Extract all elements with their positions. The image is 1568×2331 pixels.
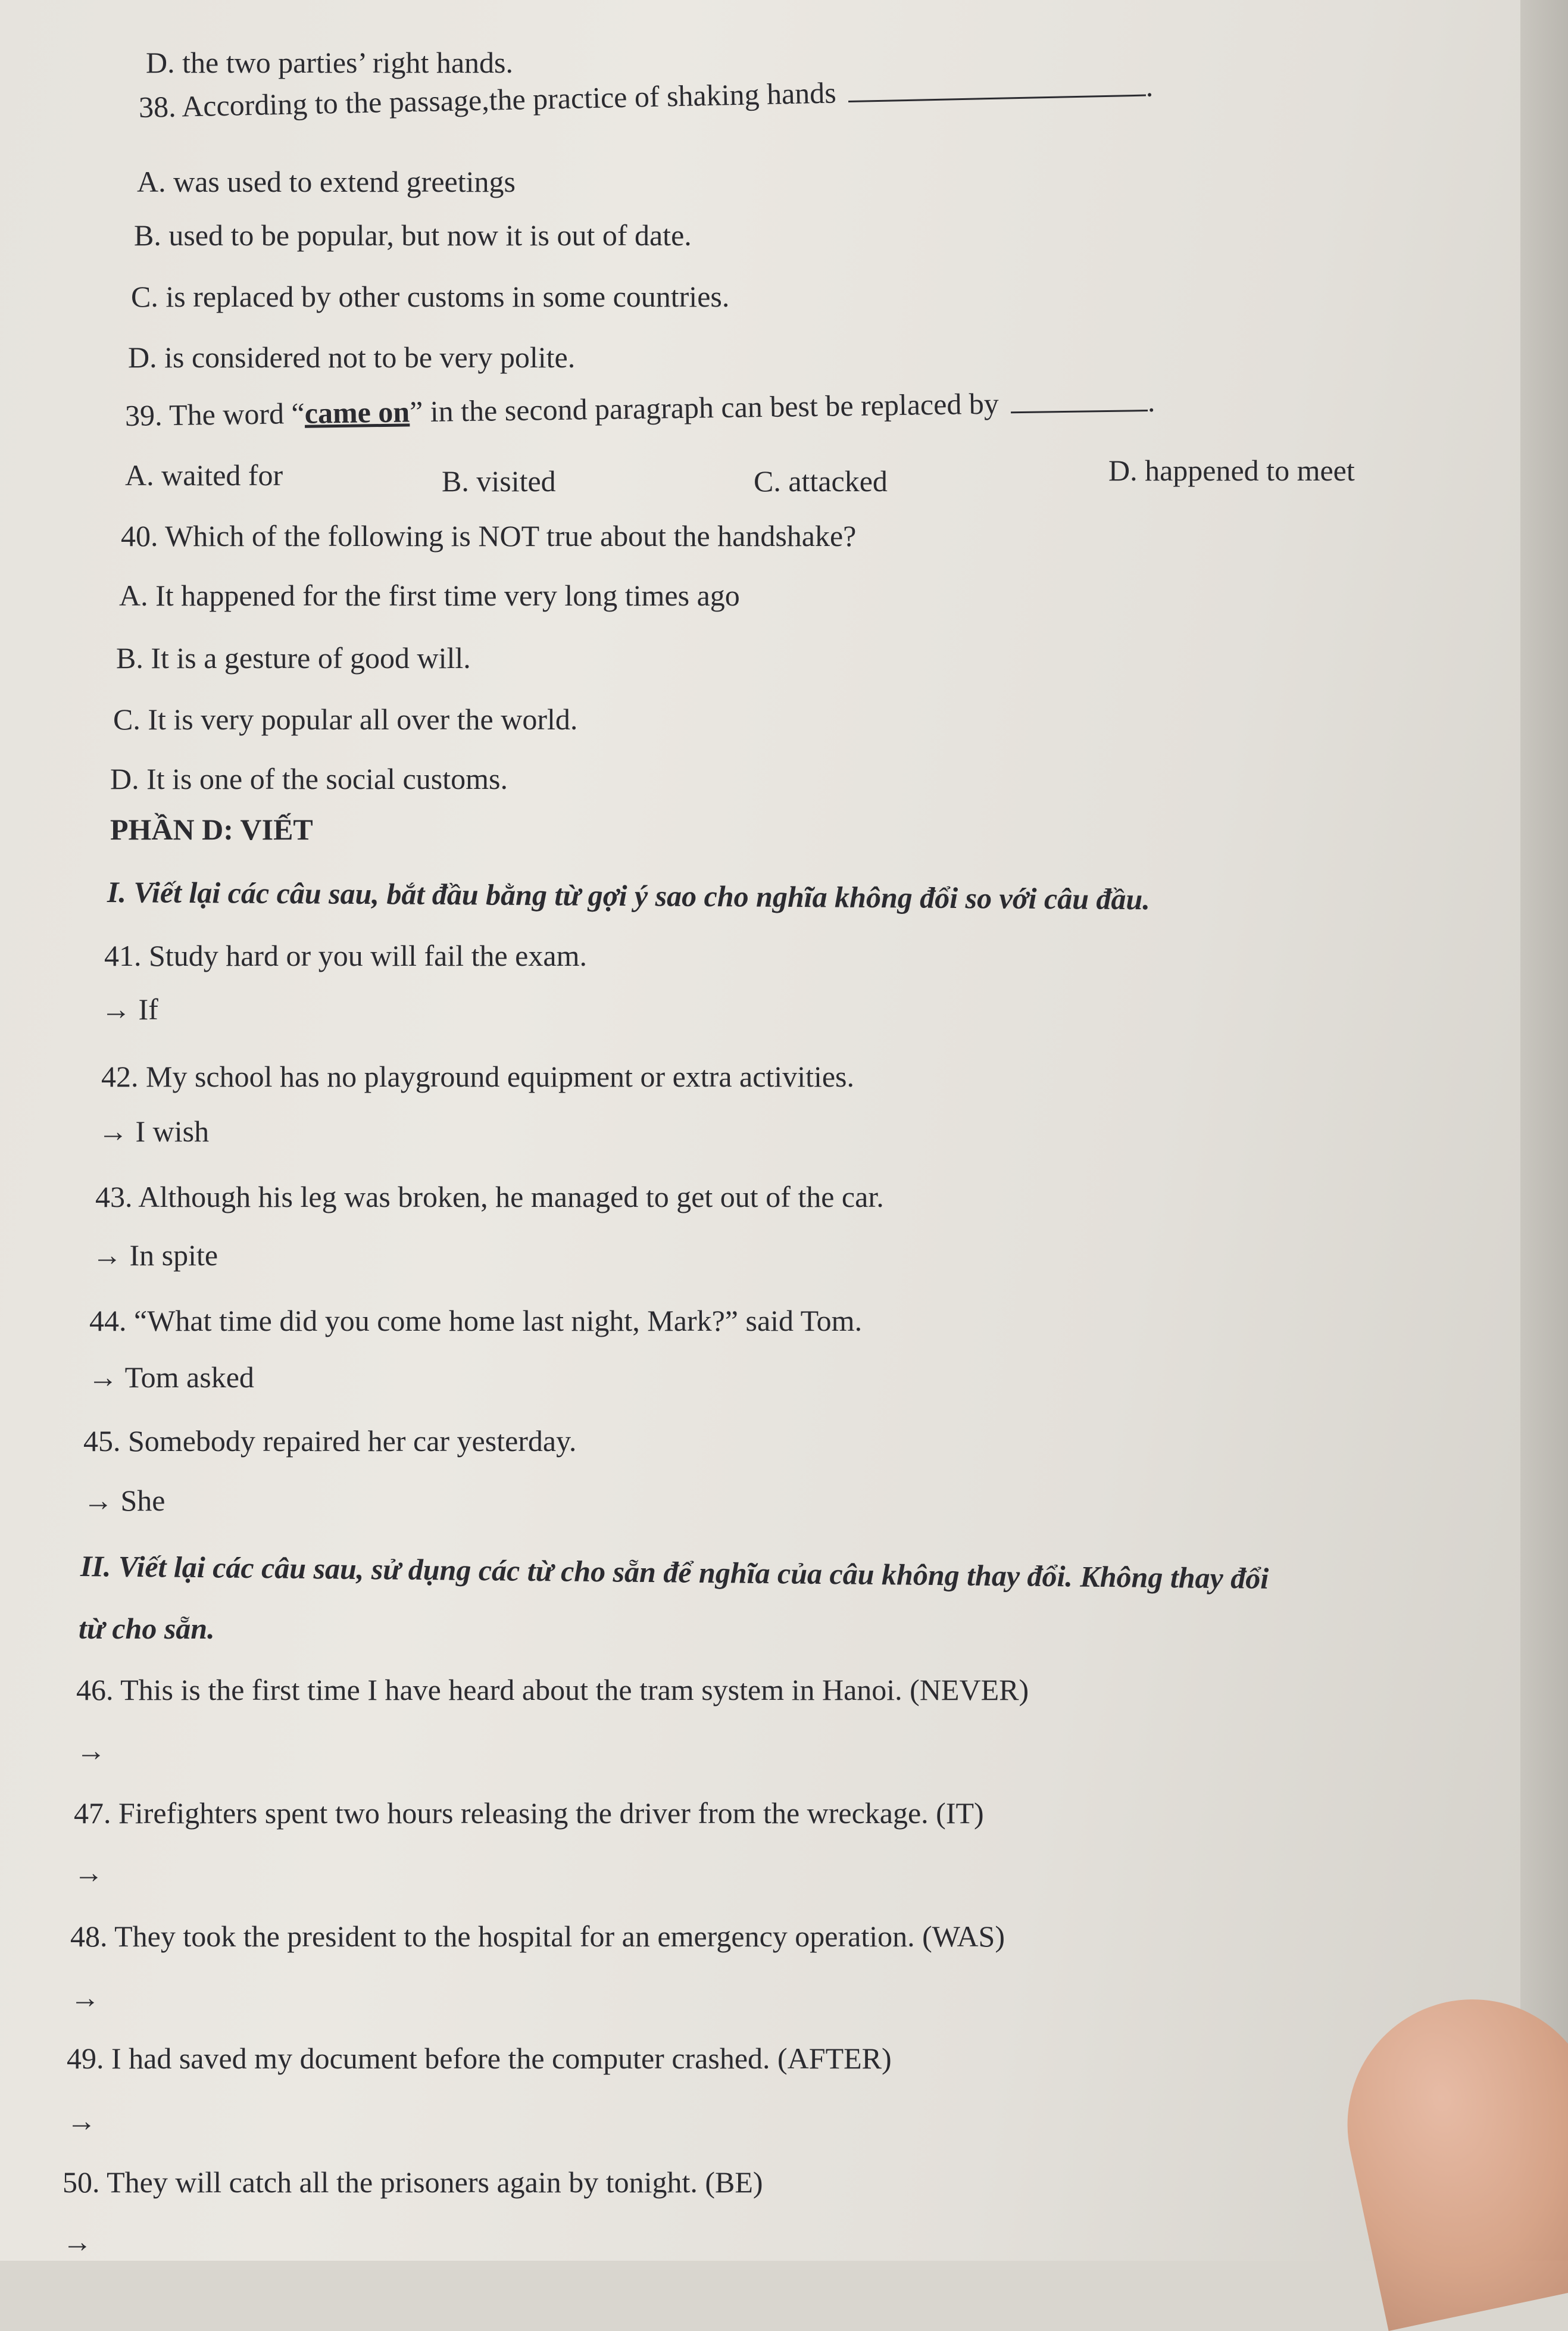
q39-option-a: A. waited for [125, 458, 283, 492]
q44-prompt[interactable]: → Tom asked [88, 1360, 254, 1394]
part2-instruction-line1: II. Viết lại các câu sau, sử dụng các từ cho sẵn để nghĩa của câu không thay đổi. Không thay đổi [80, 1549, 1269, 1595]
q40-option-b: B. It is a gesture of good will. [116, 641, 471, 675]
q42-question: 42. My school has no playground equipment or extra activities. [101, 1060, 855, 1093]
q38-option-d: D. is considered not to be very polite. [128, 341, 576, 374]
q50-prompt[interactable]: → [63, 2225, 92, 2258]
q43-prompt[interactable]: → In spite [92, 1238, 218, 1272]
section-d-title: PHẦN D: VIẾT [110, 813, 313, 846]
q49-question: 49. I had saved my document before the computer crashed. (AFTER) [67, 2042, 892, 2075]
q39-answer-blank[interactable] [1011, 410, 1148, 413]
q39-stem-after: ” in the second paragraph can best be replaced by [409, 386, 999, 429]
q41-prompt[interactable]: → If [101, 993, 158, 1026]
q38-answer-blank[interactable] [848, 95, 1146, 102]
q48-question: 48. They took the president to the hospital for an emergency operation. (WAS) [70, 1920, 1005, 1953]
q40-stem: 40. Which of the following is NOT true about the handshake? [121, 519, 857, 553]
q45-question: 45. Somebody repaired her car yesterday. [83, 1424, 577, 1458]
q41-question: 41. Study hard or you will fail the exam. [104, 939, 587, 972]
q39-keyword: came on [304, 395, 410, 430]
q40-option-d: D. It is one of the social customs. [110, 762, 508, 795]
q38-option-b: B. used to be popular, but now it is out of date. [134, 219, 692, 252]
q38-option-c: C. is replaced by other customs in some countries. [131, 280, 730, 313]
q40-option-a: A. It happened for the first time very long times ago [119, 579, 740, 612]
q47-question: 47. Firefighters spent two hours releasing the driver from the wreckage. (IT) [74, 1796, 984, 1830]
q46-question [76, 1672, 1029, 1708]
q38-stem-text: 38. According to the passage,the practice of shaking hands [138, 76, 837, 124]
q39-option-c: C. attacked [754, 464, 888, 498]
part1-instruction: I. Viết lại các câu sau, bắt đầu bằng từ gợi ý sao cho nghĩa không đổi so với câu đầu. [107, 875, 1151, 916]
q43-question: 43. Although his leg was broken, he managed to get out of the car. [95, 1180, 884, 1213]
q39-option-b: B. visited [442, 464, 556, 498]
q45-prompt[interactable]: → She [83, 1484, 165, 1517]
q49-prompt[interactable]: → [67, 2104, 96, 2137]
q42-prompt[interactable]: → I wish [98, 1115, 210, 1148]
q46-question-text: 46. This is the first time I have heard about the tram system in Hanoi. (NEVER) [76, 1673, 1029, 1706]
part2-instruction-line2: từ cho sẵn. [79, 1612, 215, 1645]
page-edge-shadow [1520, 0, 1568, 2261]
q47-prompt[interactable]: → [74, 1856, 104, 1889]
q38-stem: 38. According to the passage,the practice of shaking hands . [138, 69, 1154, 124]
q39-stem: 39. The word “came on” in the second paragraph can best be replaced by . [124, 384, 1155, 432]
q48-prompt[interactable]: → [70, 1981, 100, 2014]
q44-question: 44. “What time did you come home last night, Mark?” said Tom. [89, 1304, 863, 1337]
q46-prompt[interactable]: → [76, 1734, 106, 1767]
q39-option-d: D. happened to meet [1108, 454, 1355, 487]
q50-question: 50. They will catch all the prisoners again by tonight. (BE) [63, 2165, 763, 2199]
q38-option-a: A. was used to extend greetings [137, 165, 516, 198]
q40-option-c: C. It is very popular all over the world. [113, 703, 578, 736]
q37-option-d: D. the two parties’ right hands. [146, 46, 513, 79]
q39-stem-before: 39. The word “ [124, 396, 305, 432]
